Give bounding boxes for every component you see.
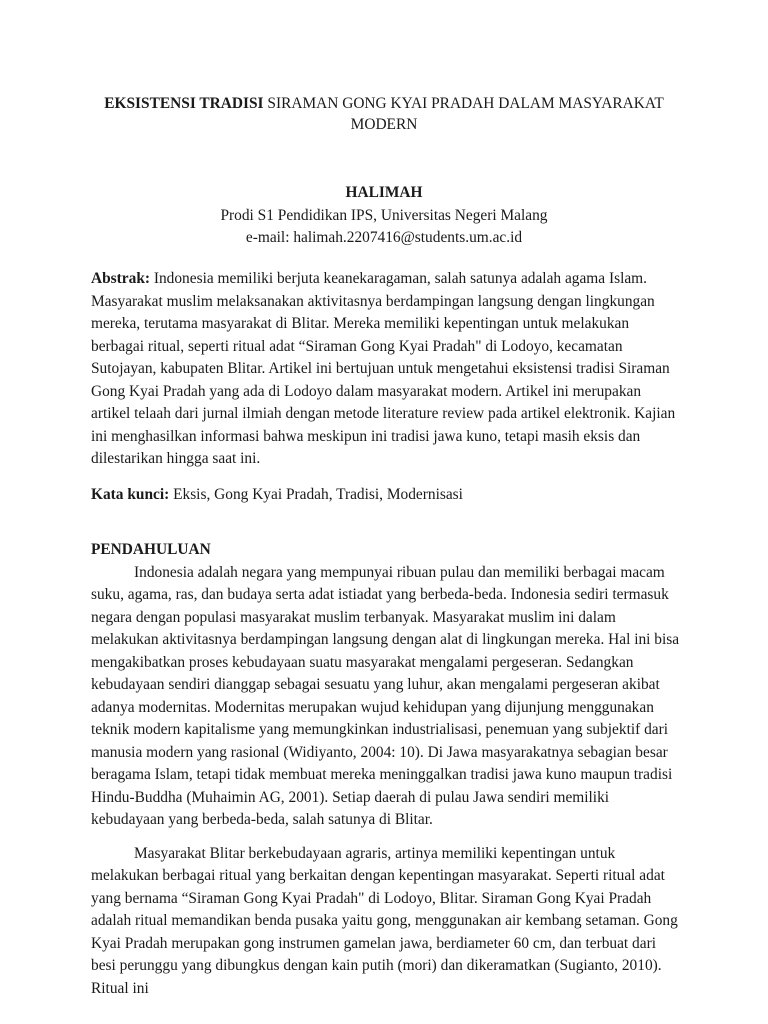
keywords-text: Eksis, Gong Kyai Pradah, Tradisi, Modernisasi	[169, 486, 463, 503]
paper-title-bold: EKSISTENSI TRADISI	[104, 95, 264, 112]
intro-paragraph-1: Indonesia adalah negara yang mempunyai ribuan pulau dan memiliki berbagai macam suku, agama, ras, dan budaya serta adat istiadat yang berbeda-beda. Indonesia sediri termasuk negara dengan populasi masyarakat muslim terbanyak. Masyarakat muslim ini dalam melakukan aktivitasnya berdampingan langsung dengan alat di lingkungan mereka. Hal ini bisa mengakibatkan proses kebudayaan suatu masyarakat mengalami pergeseran. Sedangkan kebudayaan sendiri dianggap sebagai sesuatu yang luhur, akan mengalami pergeseran akibat adanya modernitas. Modernitas merupakan wujud kehidupan yang dijunjung menggunakan teknik modern kapitalisme yang memungkinkan industrialisasi, penemuan yang subjektif dari manusia modern yang rasional (Widiyanto, 2004: 10). Di Jawa masyarakatnya sebagian besar beragama Islam, tetapi tidak membuat mereka meninggalkan tradisi jawa kuno maupun tradisi Hindu-Buddha (Muhaimin AG, 2001). Setiap daerah di pulau Jawa sendiri memiliki kebudayaan yang berbeda-beda, salah satunya di Blitar.	[91, 563, 680, 828]
intro-paragraph-2: Masyarakat Blitar berkebudayaan agraris, artinya memiliki kepentingan untuk melakukan berbagai ritual yang berkaitan dengan kepentingan masyarakat. Seperti ritual adat yang bernama “Siraman Gong Kyai Pradah" di Lodoyo, Blitar. Siraman Gong Kyai Pradah adalah ritual memandikan benda pusaka yaitu gong, menggunakan air kembang setaman. Gong Kyai Pradah merupakan gong instrumen gamelan jawa, berdiameter 60 cm, dan terbuat dari besi perunggu yang dibungkus dengan kain putih (mori) dan dikeramatkan (Sugianto, 2010). Ritual ini	[91, 844, 678, 997]
author-email: e-mail: halimah.2207416@students.um.ac.id	[245, 229, 523, 246]
paper-title-rest: SIRAMAN GONG KYAI PRADAH DALAM MASYARAKAT MODERN	[263, 95, 664, 133]
paper-title	[82, 93, 686, 135]
keywords-label: Kata kunci:	[91, 486, 170, 503]
author-affiliation: Prodi S1 Pendidikan IPS, Universitas Negeri Malang	[220, 206, 548, 224]
author-block	[82, 182, 686, 250]
keywords	[91, 484, 681, 507]
section-heading: PENDAHULUAN	[91, 541, 211, 558]
abstract	[91, 268, 681, 471]
abstract-text: Indonesia memiliki berjuta keanekaragaman, salah satunya adalah agama Islam. Masyarakat muslim melaksanakan aktivitasnya berdampingan langsung dengan lingkungan mereka, terutama masyarakat di Blitar. Mereka memiliki kepentingan untuk melakukan berbagai ritual, seperti ritual adat “Siraman Gong Kyai Pradah" di Lodoyo, kecamatan Sutojayan, kabupaten Blitar. Artikel ini bertujuan untuk mengetahui eksistensi tradisi Siraman Gong Kyai Pradah yang ada di Lodoyo dalam masyarakat modern. Artikel ini merupakan artikel telaah dari jurnal ilmiah dengan metode literature review pada artikel elektronik. Kajian ini menghasilkan informasi bahwa meskipun ini tradisi jawa kuno, tetapi masih eksis dan dilestarikan hingga saat ini.	[91, 270, 676, 467]
section-introduction	[91, 539, 681, 1000]
author-name: HALIMAH	[345, 184, 423, 201]
abstract-label: Abstrak:	[91, 270, 150, 287]
